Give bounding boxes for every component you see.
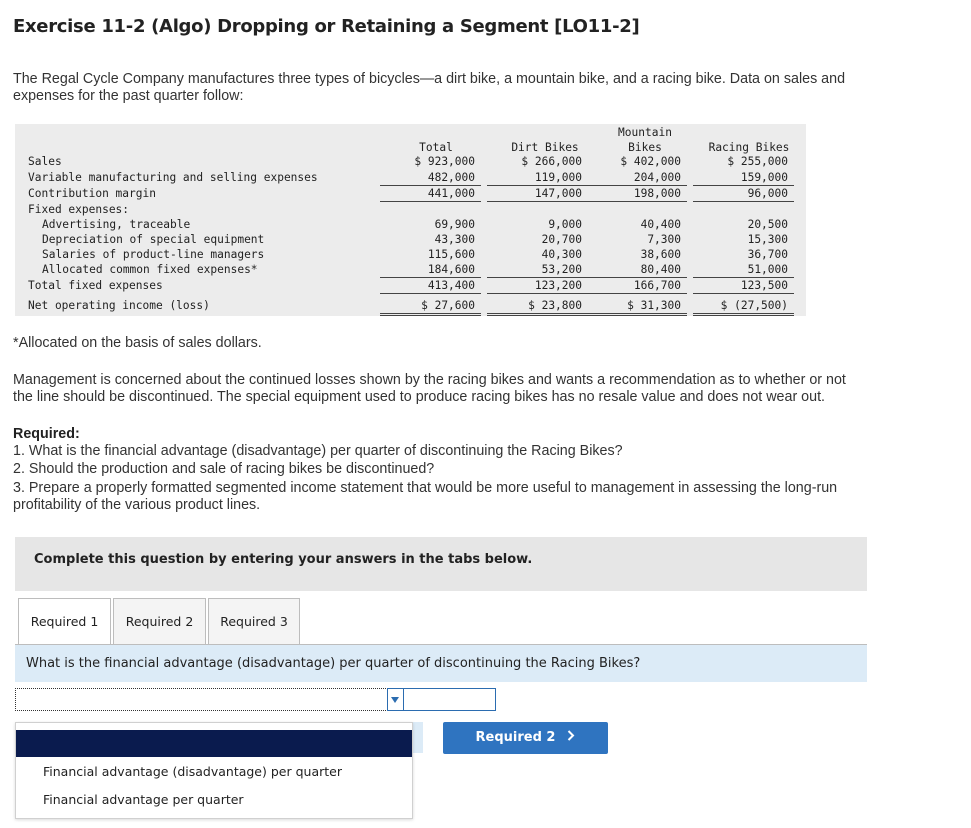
header-mountain-line-2: Bikes [628,141,662,154]
question-text: What is the financial advantage (disadvantage) per quarter of discontinuing the Racing Bikes? [26,656,641,671]
depreciation-total: 43,300 [434,233,475,246]
underline [693,201,794,202]
instructions-bar [15,537,867,591]
depreciation-dirt: 20,700 [541,233,582,246]
allocated-total: 184,600 [427,263,475,276]
variable-racing: 159,000 [740,171,788,184]
total-fixed-total: 413,400 [427,279,475,292]
total-fixed-dirt: 123,200 [534,279,582,292]
next-button-label: Required 2 [475,730,556,745]
row-label-total-fixed: Total fixed expenses [28,279,163,292]
caret-down-icon [390,695,400,705]
underline [487,201,588,202]
variable-dirt: 119,000 [534,171,582,184]
noi-total: $ 27,600 [421,299,475,312]
allocated-dirt: 53,200 [541,263,582,276]
intro-text-line-2: expenses for the past quarter follow: [13,88,244,104]
header-mountain-line-1: Mountain [618,126,672,139]
noi-racing: $ (27,500) [720,299,788,312]
depreciation-mountain: 7,300 [647,233,681,246]
double-underline [487,313,588,316]
total-fixed-mountain: 166,700 [633,279,681,292]
underline [586,185,687,186]
underline [693,293,794,294]
double-underline [380,313,481,316]
underline [487,185,588,186]
underline [586,293,687,294]
noi-mountain: $ 31,300 [627,299,681,312]
double-underline [693,313,794,316]
header-dirt-bikes: Dirt Bikes [511,141,579,154]
sales-racing: $ 255,000 [727,155,788,168]
underline [693,185,794,186]
underline [380,185,481,186]
total-fixed-racing: 123,500 [740,279,788,292]
dropdown-option-blank[interactable] [16,730,412,757]
salaries-total: 115,600 [427,248,475,261]
required-item-2: 2. Should the production and sale of racing bikes be discontinued? [13,461,435,477]
required-item-3-line-1: 3. Prepare a properly formatted segmented income statement that would be more useful to management in assessing the long-run [13,480,838,496]
select-dropdown-toggle[interactable] [387,688,403,711]
underline [586,201,687,202]
exercise-title: Exercise 11-2 (Algo) Dropping or Retaining a Segment [LO11-2] [13,16,640,37]
management-text-line-2: the line should be discontinued. The special equipment used to produce racing bikes has no resale value and does not wear out. [13,389,826,405]
sales-total: $ 923,000 [414,155,475,168]
dropdown-option[interactable]: Financial advantage per quarter [43,792,244,807]
intro-text-line-1: The Regal Cycle Company manufactures three types of bicycles—a dirt bike, a mountain bike, and a racing bike. Data on sales and [13,71,846,87]
tab-required-3[interactable]: Required 3 [208,598,300,644]
underline [380,201,481,202]
sales-dirt: $ 266,000 [521,155,582,168]
management-text-line-1: Management is concerned about the continued losses shown by the racing bikes and wants a recommendation as to whether or not [13,372,846,388]
row-label-sales: Sales [28,155,62,168]
noi-dirt: $ 23,800 [528,299,582,312]
tab-required-1[interactable]: Required 1 [18,598,111,644]
header-racing-bikes: Racing Bikes [708,141,790,154]
underline [380,277,481,278]
row-label-salaries: Salaries of product-line managers [42,248,265,261]
underline [586,277,687,278]
advertising-total: 69,900 [434,218,475,231]
prev-button-hidden [413,722,423,753]
required-item-1: 1. What is the financial advantage (disadvantage) per quarter of discontinuing the Racing Bikes? [13,443,623,459]
next-required-2-button[interactable] [443,722,608,754]
amount-input[interactable] [403,688,496,711]
label-select[interactable] [15,688,402,711]
required-item-3-line-2: profitability of the various product lines. [13,497,261,513]
underline [380,293,481,294]
salaries-racing: 36,700 [747,248,788,261]
cm-mountain: 198,000 [633,187,681,200]
allocated-racing: 51,000 [747,263,788,276]
row-label-contribution-margin: Contribution margin [28,187,156,200]
required-heading: Required: [13,426,80,442]
cm-dirt: 147,000 [534,187,582,200]
row-label-depreciation: Depreciation of special equipment [42,233,265,246]
underline [693,277,794,278]
double-underline [586,313,687,316]
row-label-fixed-expenses: Fixed expenses: [28,203,130,216]
advertising-racing: 20,500 [747,218,788,231]
dropdown-menu [15,722,413,819]
salaries-dirt: 40,300 [541,248,582,261]
chevron-right-icon [567,722,575,754]
row-label-net-operating-income: Net operating income (loss) [28,299,210,312]
underline [487,277,588,278]
instructions-text: Complete this question by entering your answers in the tabs below. [34,552,533,567]
variable-mountain: 204,000 [633,171,681,184]
allocated-mountain: 80,400 [640,263,681,276]
row-label-allocated-common: Allocated common fixed expenses* [42,263,258,276]
footnote: *Allocated on the basis of sales dollars. [13,335,262,351]
cm-total: 441,000 [427,187,475,200]
sales-mountain: $ 402,000 [620,155,681,168]
tab-required-2[interactable]: Required 2 [113,598,206,644]
header-total: Total [419,141,453,154]
variable-total: 482,000 [427,171,475,184]
financial-data-table [15,124,806,316]
advertising-mountain: 40,400 [640,218,681,231]
salaries-mountain: 38,600 [640,248,681,261]
cm-racing: 96,000 [747,187,788,200]
question-bar [15,645,867,682]
advertising-dirt: 9,000 [548,218,582,231]
row-label-variable-expenses: Variable manufacturing and selling expenses [28,171,318,184]
dropdown-option[interactable]: Financial advantage (disadvantage) per quarter [43,764,342,779]
depreciation-racing: 15,300 [747,233,788,246]
row-label-advertising: Advertising, traceable [42,218,191,231]
underline [487,293,588,294]
